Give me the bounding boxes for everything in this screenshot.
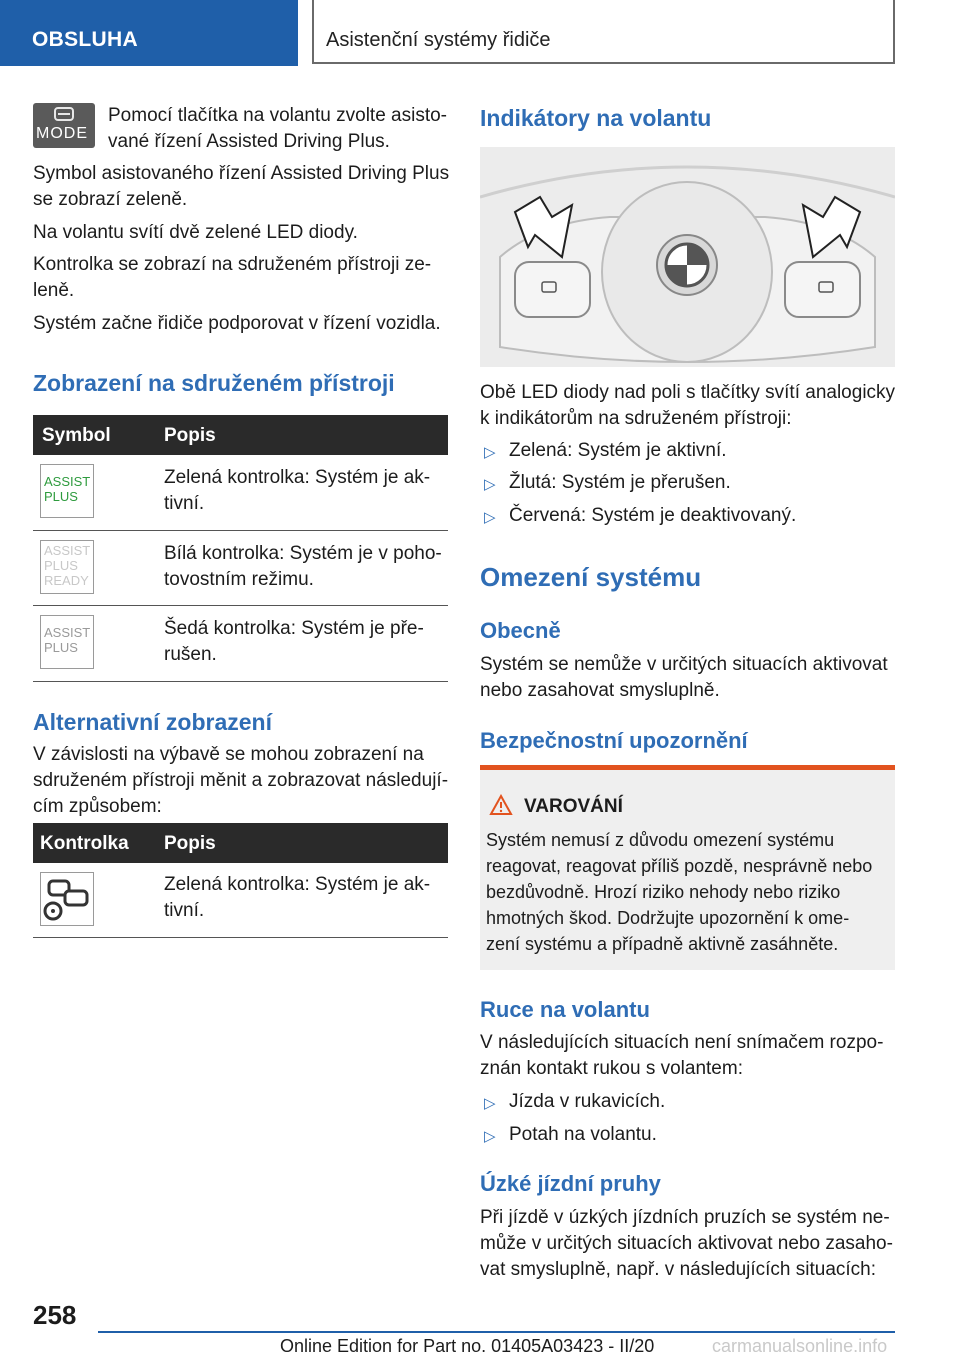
table-row-2-desc-line-2: tovostním režimu. <box>164 569 314 590</box>
list-item-red: Červená: Systém je deaktivovaný. <box>509 505 797 526</box>
page-number: 258 <box>33 1300 77 1330</box>
table-divider <box>33 681 448 682</box>
bullet-icon: ▷ <box>484 444 496 461</box>
mode-icon-label: MODE <box>36 125 88 142</box>
paragraph-5: Systém začne řidiče podporovat v řízení vozidla. <box>33 313 441 334</box>
indicators-line-1: Obě LED diody nad poli s tlačítky svítí analogicky <box>480 382 896 403</box>
alt-line-3: cím způsobem: <box>33 796 162 817</box>
bullet-icon: ▷ <box>484 1095 496 1112</box>
warning-line-1: Systém nemusí z důvodu omezení systému <box>486 830 835 850</box>
paragraph-2-line-2: se zobrazí zeleně. <box>33 189 188 210</box>
bullet-icon: ▷ <box>484 476 496 493</box>
table-2-row-desc-line-2: tivní. <box>164 900 205 921</box>
paragraph-2-line-1: Symbol asistovaného řízení Assisted Driving Plus <box>33 163 450 184</box>
hands-line-2: znán kontakt rukou s volantem: <box>480 1058 743 1079</box>
table-row-1-desc-line-1: Zelená kontrolka: Systém je ak- <box>164 467 431 488</box>
alt-line-2: sdruženém přístroji měnit a zobrazovat následují- <box>33 770 449 791</box>
limits-title: Omezení systému <box>480 562 702 592</box>
paragraph-4-line-1: Kontrolka se zobrazí na sdruženém přístroji ze- <box>33 254 432 275</box>
narrow-line-3: vat smysluplně, např. v následujících situacích: <box>480 1259 877 1280</box>
section-header <box>312 0 895 64</box>
paragraph-3: Na volantu svítí dvě zelené LED diody. <box>33 222 358 243</box>
intro-line-1: Pomocí tlačítka na volantu zvolte asisto- <box>108 105 447 126</box>
general-line-1: Systém se nemůže v určitých situacích aktivovat <box>480 654 888 675</box>
table-2-row-desc-line-1: Zelená kontrolka: Systém je ak- <box>164 874 431 895</box>
list-item-gloves: Jízda v rukavicích. <box>509 1091 666 1112</box>
table-divider <box>33 605 448 606</box>
narrow-line-2: může v určitých situacích aktivovat nebo zasaho- <box>480 1233 893 1254</box>
table-divider <box>33 937 448 938</box>
warning-line-4: hmotných škod. Dodržujte upozornění k ome- <box>486 908 850 928</box>
bullet-icon: ▷ <box>484 1128 496 1145</box>
table-row-3-desc-line-2: rušen. <box>164 644 217 665</box>
safety-title: Bezpečnostní upozornění <box>480 728 748 753</box>
bullet-icon: ▷ <box>484 509 496 526</box>
chapter-tab <box>0 0 298 66</box>
chapter-label: OBSLUHA <box>32 28 138 51</box>
footer-rule <box>98 1331 895 1333</box>
indicators-line-2: k indikátorům na sdruženém přístroji: <box>480 408 792 429</box>
footer-edition: Online Edition for Part no. 01405A03423 - II/20 <box>280 1336 655 1356</box>
assist-plus-ready-icon: ASSIST PLUS READY <box>40 540 94 594</box>
warning-line-5: zení systému a případně aktivně zasáhněte. <box>486 934 839 954</box>
table-divider <box>33 530 448 531</box>
intro-line-2: vané řízení Assisted Driving Plus. <box>108 131 390 152</box>
general-line-2: nebo zasahovat smysluplně. <box>480 680 720 701</box>
warning-box <box>480 765 895 970</box>
table-row-3-desc-line-1: Šedá kontrolka: Systém je pře- <box>164 618 424 639</box>
warning-line-2: reagovat, reagovat příliš pozdě, nesprávně nebo <box>486 856 873 876</box>
warning-triangle-icon <box>489 794 513 816</box>
general-title: Obecně <box>480 618 561 643</box>
section-alternative-title: Alternativní zobrazení <box>33 709 272 735</box>
list-item-cover: Potah na volantu. <box>509 1124 657 1145</box>
warning-label: VAROVÁNÍ <box>524 796 623 817</box>
table-row-2-desc-line-1: Bílá kontrolka: Systém je v poho- <box>164 543 442 564</box>
section-display-title: Zobrazení na sdruženém přístroji <box>33 370 395 396</box>
assist-plus-icon: ASSIST PLUS <box>40 464 94 518</box>
hands-line-1: V následujících situacích není snímačem rozpo- <box>480 1032 884 1053</box>
table-2-col-indicator: Kontrolka <box>40 833 129 854</box>
table-1-header <box>33 415 448 455</box>
footer-watermark: carmanualsonline.info <box>712 1336 888 1356</box>
list-item-green: Zelená: Systém je aktivní. <box>509 440 727 461</box>
paragraph-4-line-2: leně. <box>33 280 75 301</box>
table-1-col-symbol: Symbol <box>42 425 111 446</box>
lane-steering-icon <box>40 872 94 926</box>
table-2-header <box>33 823 448 863</box>
hands-title: Ruce na volantu <box>480 997 650 1022</box>
steering-wheel-illustration <box>480 147 895 367</box>
table-1-col-description: Popis <box>164 425 216 446</box>
list-item-yellow: Žlutá: Systém je přerušen. <box>509 472 731 493</box>
narrow-lanes-title: Úzké jízdní pruhy <box>480 1171 661 1196</box>
assist-plus-grey-icon: ASSIST PLUS <box>40 615 94 669</box>
mode-icon <box>33 103 95 148</box>
alt-line-1: V závislosti na výbavě se mohou zobrazení na <box>33 744 424 765</box>
table-2-col-description: Popis <box>164 833 216 854</box>
warning-line-3: bezdůvodně. Hrozí riziko nehody nebo riziko <box>486 882 841 902</box>
indicators-title: Indikátory na volantu <box>480 105 712 131</box>
table-row-1-desc-line-2: tivní. <box>164 493 205 514</box>
section-title: Asistenční systémy řidiče <box>326 29 551 51</box>
narrow-line-1: Při jízdě v úzkých jízdních pruzích se systém ne- <box>480 1207 890 1228</box>
